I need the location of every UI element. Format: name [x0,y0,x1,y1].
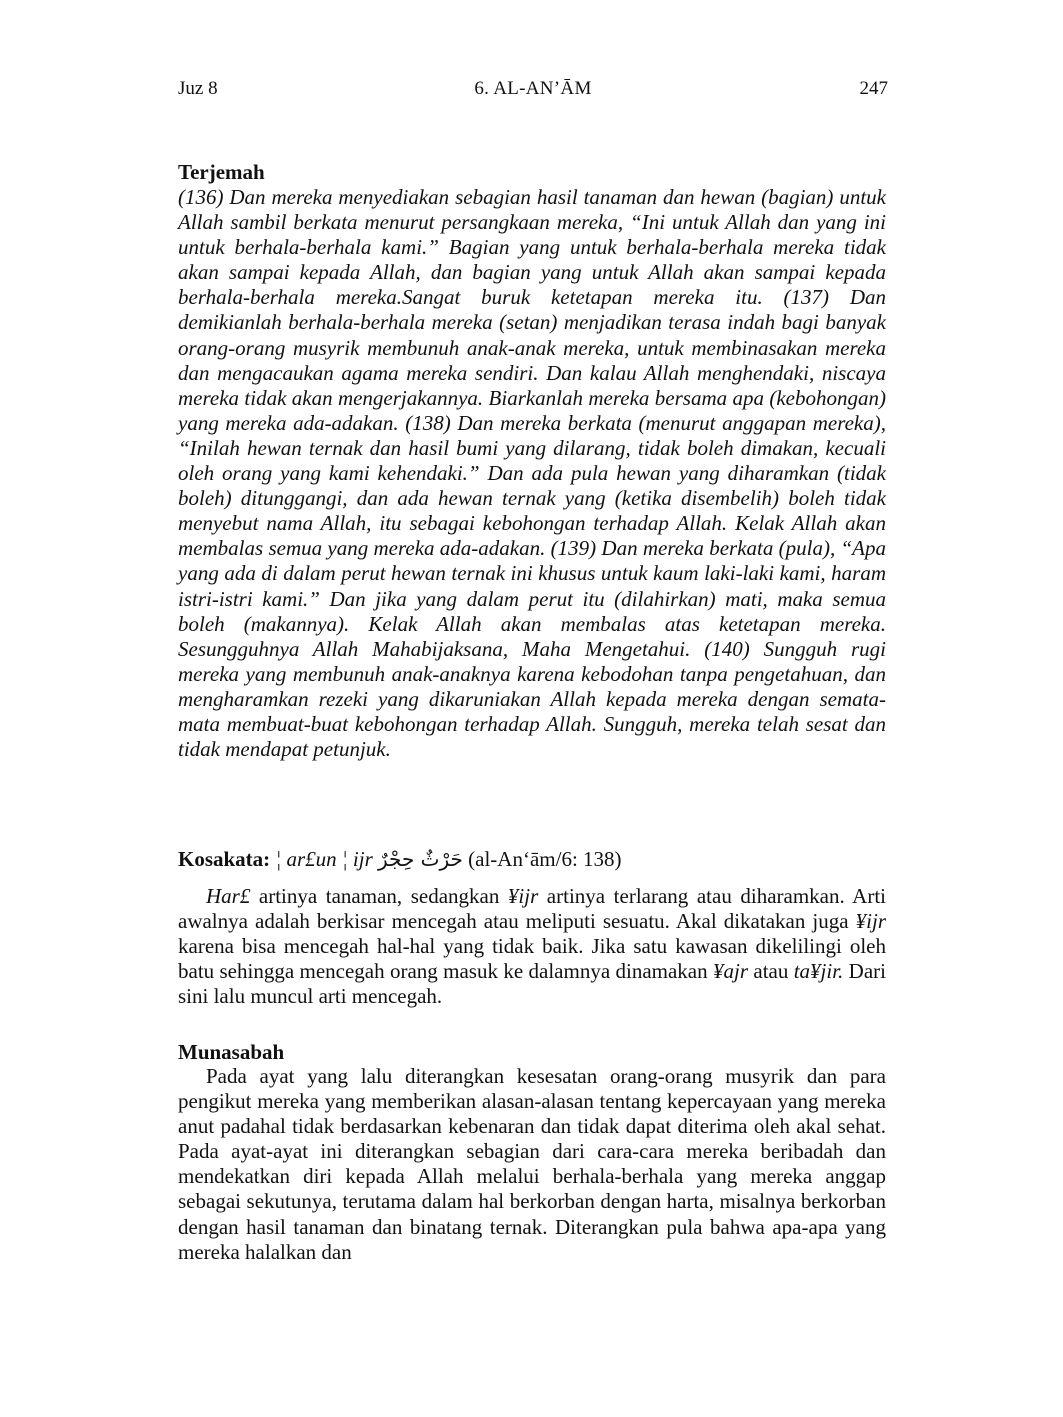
kosakata-term-tahjir: ta¥jir. [793,959,844,984]
juz-label: Juz 8 [178,78,218,99]
kosakata-term-hajr: ¥ajr [713,959,749,984]
surah-title: 6. AL-AN’ĀM [474,78,592,99]
kosakata-arabic-term: حَرْثٌ حِجْرٌ [378,847,463,871]
kosakata-text-3: karena bisa mencegah hal-hal yang tidak baik. Jika satu kawasan dikelilingi oleh batu sehingga mencegah orang masuk ke dalamnya dinamakan [178,934,886,984]
kosakata-term-hijr-2: ¥ijr [855,909,886,934]
page-number: 247 [859,78,888,99]
kosakata-text-4: atau [748,959,794,984]
kosakata-text-1: artinya tanaman, sedangkan [250,884,508,908]
kosakata-text-2: artinya terlarang atau diharamkan. Arti awalnya adalah berkisar mencegah atau meliputi sesuatu. Akal dikatakan juga [178,884,886,934]
terjemah-heading: Terjemah [178,160,265,184]
kosakata-term-hart: Har£ [206,884,251,908]
terjemah-paragraph: (136) Dan mereka menyediakan sebagian hasil tanaman dan hewan (bagian) untuk Allah sambil berkata menurut persangkaan mereka, “Ini untuk Allah dan yang ini untuk berhala-berhala kami.” Bagian yang untuk berhala-berhala mereka tidak akan sampai kepada Allah, dan bagian yang untuk Allah akan sampai kepada berhala-berhala mereka.Sangat buruk ketetapan mereka itu. (137) Dan demikianlah berhala-berhala mereka (setan) menjadikan terasa indah bagi banyak orang-orang musyrik membunuh anak-anak mereka, untuk membinasakan mereka dan mengacaukan agama mereka sendiri. Dan kalau Allah menghendaki, niscaya mereka tidak akan mengerjakannya. Biarkanlah mereka bersama apa (kebohongan) yang mereka ada-adakan. (138) Dan mereka berkata (menurut anggapan mereka), “Inilah hewan ternak dan hasil bumi yang dilarang, tidak boleh dimakan, kecuali oleh orang yang kami kehendaki.” Dan ada pula hewan yang diharamkan (tidak boleh) ditunggangi, dan ada hewan ternak yang (ketika disembelih) boleh tidak menyebut nama Allah, itu sebagai kebohongan terhadap Allah. Kelak Allah akan membalas semua yang mereka ada-adakan. (139) Dan mereka berkata (pula), “Apa yang ada di dalam perut hewan ternak ini khusus untuk kaum laki-laki kami, haram istri-istri kami.” Dan jika yang dalam perut itu (dilahirkan) mati, maka semua boleh (makannya). Kelak Allah akan membalas atas ketetapan mereka. Sesungguhnya Allah Mahabijaksana, Maha Mengetahui. (140) Sungguh rugi mereka yang membunuh anak-anaknya karena kebodohan tanpa pengetahuan, dan mengharamkan rezeki yang dikaruniakan Allah kepada mereka dengan semata-mata membuat-buat kebohongan terhadap Allah. Sungguh, mereka telah sesat dan tidak mendapat petunjuk. [178,185,886,762]
kosakata-transliteration: ¦ ar£un ¦ ijr [275,847,373,871]
kosakata-term-hijr: ¥ijr [507,884,539,908]
munasabah-heading: Munasabah [178,1040,285,1064]
kosakata-label: Kosakata: [178,847,271,871]
kosakata-line [178,846,886,872]
munasabah-paragraph: Pada ayat yang lalu diterangkan kesesatan orang-orang musyrik dan para pengikut mereka yang memberikan alasan-alasan tentang kepercayaan yang mereka anut padahal tidak berdasarkan kebenaran dan tidak dapat diterima oleh akal sehat. Pada ayat-ayat ini diterangkan sebagian dari cara-cara mereka beribadah dan mendekatkan diri kepada Allah melalui berhala-berhala yang mereka anggap sebagai sekutunya, terutama dalam hal berkorban dengan harta, misalnya berkorban dengan hasil tanaman dan binatang ternak. Diterangkan pula bahwa apa-apa yang mereka halalkan dan [178,1064,886,1264]
kosakata-text-5: Dari sini lalu muncul arti mencegah. [178,959,886,1009]
kosakata-reference: (al-An‘ām/6: 138) [468,847,622,871]
running-header [178,76,888,102]
kosakata-paragraph [178,884,886,1009]
